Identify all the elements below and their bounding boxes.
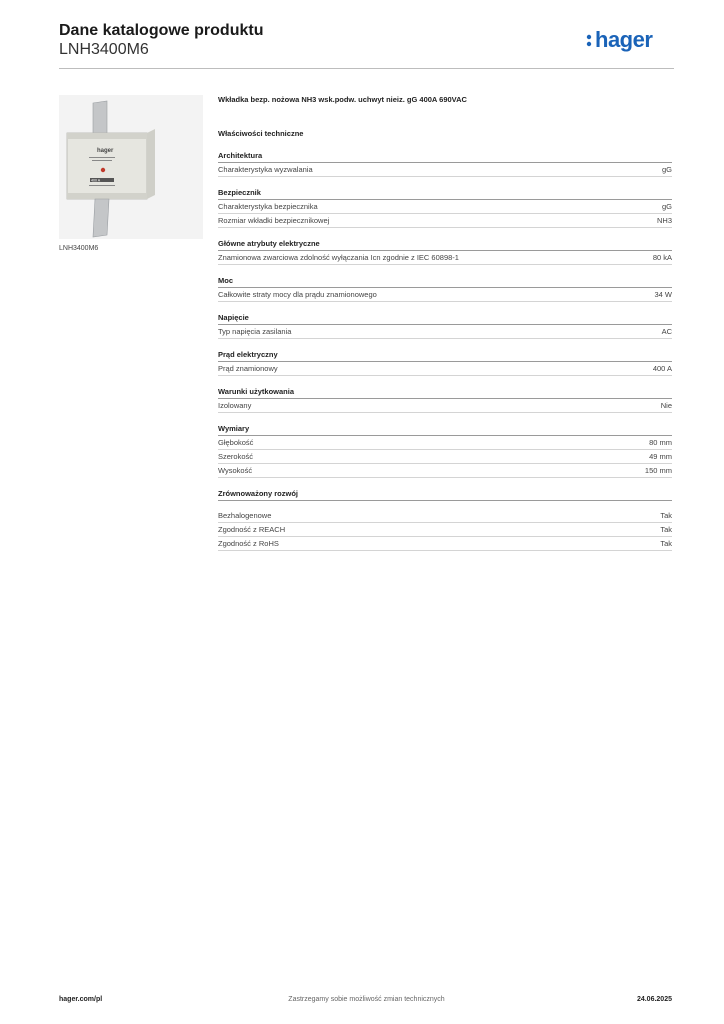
spec-label: Zgodność z REACH <box>218 525 286 534</box>
group-title: Główne atrybuty elektryczne <box>218 238 672 251</box>
group-title: Zrównoważony rozwój <box>218 488 672 501</box>
spec-label: Bezhalogenowe <box>218 511 272 520</box>
spec-label: Rozmiar wkładki bezpiecznikowej <box>218 216 330 225</box>
fuse-illustration <box>59 95 203 239</box>
spec-value: 150 mm <box>644 466 672 475</box>
spec-row <box>218 288 672 302</box>
spec-label: Głębokość <box>218 438 254 447</box>
spec-label: Szerokość <box>218 452 254 461</box>
spec-label: Izolowany <box>218 401 252 410</box>
spec-value: NH3 <box>656 216 672 225</box>
spec-label: Wysokość <box>218 466 253 475</box>
footer-date: 24.06.2025 <box>636 996 672 1003</box>
spec-row <box>218 436 672 450</box>
group-moc <box>218 275 672 302</box>
group-sustainability <box>218 488 672 551</box>
group-title: Wymiary <box>218 423 672 436</box>
group-electrical-attributes <box>218 238 672 265</box>
logo-text: hager <box>595 28 653 52</box>
group-title: Warunki użytkowania <box>218 386 672 399</box>
group-title: Moc <box>218 275 672 288</box>
spec-value: 34 W <box>654 290 672 299</box>
group-title: Napięcie <box>218 312 672 325</box>
spec-row <box>218 251 672 265</box>
group-title: Bezpiecznik <box>218 187 672 200</box>
spec-label: Całkowite straty mocy dla prądu znamionowego <box>218 290 377 299</box>
fuse-label-rating: 400 A <box>91 178 101 183</box>
spec-row <box>218 163 672 177</box>
spec-label: Typ napięcia zasilania <box>218 327 292 336</box>
group-prad-elektryczny <box>218 349 672 376</box>
spec-row <box>218 509 672 523</box>
page-footer <box>59 996 674 1010</box>
group-bezpiecznik <box>218 187 672 228</box>
spec-value: AC <box>661 327 672 336</box>
footer-website-link[interactable]: hager.com/pl <box>59 996 103 1003</box>
header-divider <box>59 68 674 69</box>
spec-row <box>218 450 672 464</box>
spec-label: Zgodność z RoHS <box>218 539 279 548</box>
spec-value: gG <box>661 165 672 174</box>
product-name: Wkładka bezp. nożowa NH3 wsk.podw. uchwyt nieiz. gG 400A 690VAC <box>218 95 467 104</box>
spec-value: Nie <box>660 401 672 410</box>
spec-value: gG <box>661 202 672 211</box>
spec-row <box>218 362 672 376</box>
group-title: Architektura <box>218 150 672 163</box>
group-title: Prąd elektryczny <box>218 349 672 362</box>
product-details <box>218 94 672 551</box>
group-wymiary <box>218 423 672 478</box>
spec-value: 80 mm <box>649 438 672 447</box>
spec-row <box>218 537 672 551</box>
spec-label: Prąd znamionowy <box>218 364 278 373</box>
spec-label: Znamionowa zwarciowa zdolność wyłączania Icn zgodnie z IEC 60898-1 <box>218 253 459 262</box>
product-code: LNH3400M6 <box>59 41 149 58</box>
spec-value: Tak <box>660 511 672 520</box>
fuse-label-brand: hager <box>97 148 114 154</box>
page-header <box>59 20 674 68</box>
spec-value: 80 kA <box>652 253 672 262</box>
spec-value: Tak <box>660 539 672 548</box>
hager-logo <box>586 28 672 52</box>
group-architektura <box>218 150 672 177</box>
spec-value: 49 mm <box>649 452 672 461</box>
image-caption: LNH3400M6 <box>59 245 99 252</box>
footer-disclaimer: Zastrzegamy sobie możliwość zmian technicznych <box>288 996 445 1003</box>
spec-row <box>218 214 672 228</box>
group-warunki-uzytkowania <box>218 386 672 413</box>
spec-value: Tak <box>660 525 672 534</box>
spec-row <box>218 399 672 413</box>
spec-label: Charakterystyka bezpiecznika <box>218 202 318 211</box>
spec-label: Charakterystyka wyzwalania <box>218 165 313 174</box>
spec-row <box>218 464 672 478</box>
spec-row <box>218 200 672 214</box>
group-napiecie <box>218 312 672 339</box>
product-image <box>59 95 203 239</box>
spec-value: 400 A <box>652 364 672 373</box>
spec-row <box>218 325 672 339</box>
spec-row <box>218 523 672 537</box>
document-title: Dane katalogowe produktu <box>59 22 264 39</box>
technical-properties-title: Właściwości techniczne <box>218 129 304 138</box>
